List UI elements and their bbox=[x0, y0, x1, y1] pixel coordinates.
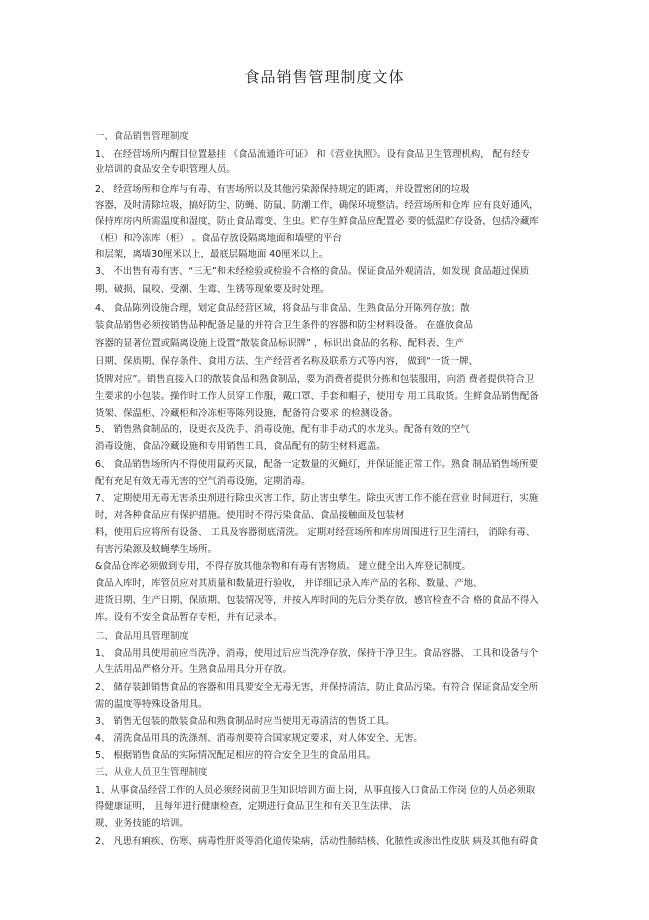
section-heading-3: 三、从业人员卫生管理制度 bbox=[95, 767, 208, 778]
text-line: 2、 储存装卸销售食品的容器和用具要安全无毒无害，并保持清洁，防止食品污染。有符合 保证食品安全所 bbox=[95, 682, 539, 693]
text-line: 食品入库时，库管员应对其质量和数量进行验收， 并详细记录入库产品的名称、数量、产地、 bbox=[95, 578, 483, 589]
text-line: 需的温度等特殊设备用具。 bbox=[95, 699, 208, 710]
text-line: 得健康证明， 且每年进行健康检查，定期进行食品卫生和有关卫生法律、 法 bbox=[95, 801, 411, 812]
text-line: 5、 根据销售食品的实际情况配足相应的符合安全卫生的食品用具。 bbox=[95, 750, 376, 761]
text-line: &食品仓库必须做到专用，不得存放其他杂物和有毒有害物质。 建立健全出入库登记制度。 bbox=[95, 561, 471, 572]
text-line: 人生活用品严格分开。生熟食品用具分开存放。 bbox=[95, 664, 292, 675]
text-line: 库。设有不安全食品暂存专柜，并有记录本。 bbox=[95, 612, 283, 623]
text-line: 2、 经营场所和仓库与有毒、有害场所以及其他污染源保持规定的距离，并设置密闭的垃圾 bbox=[95, 184, 470, 195]
text-line: （柜）和冷冻库（柜） 。食品存放设隔离地面和墙壁的平台 bbox=[95, 233, 342, 244]
text-line: 3、 销售无包装的散装食品和熟食制品时应当使用无毒清洁的售货工具。 bbox=[95, 716, 395, 727]
text-line: 配有充足有效无毒无害的空气消毒设施，定期消毒。 bbox=[95, 476, 311, 487]
text-line: 有害污染源及蚊蝇孳生场所。 bbox=[95, 544, 217, 555]
text-line: 6、 食品销售场所内不得使用鼠药灭鼠，配备一定数量的灭蝇灯，并保证能正常工作。熟食 制品销售场所要 bbox=[95, 459, 539, 470]
text-line: 货牌对应”。销售直接入口的散装食品和熟食制品，要为消费者提供分拣和包装服用，向消 费者提供符合卫 bbox=[95, 374, 535, 385]
text-line: 容器，及时清除垃圾，搞好防尘、防蝇、防鼠、防潮工作，确保环境整洁。经营场所和仓库 应有良好通风， bbox=[95, 200, 539, 211]
text-line: 业培训的食品安全专职管理人员。 bbox=[95, 164, 236, 175]
text-line: 1、从事食品经营工作的人员必须经岗前卫生知识培训方面上岗，从事直接入口食品工作岗 位的人员必须取 bbox=[95, 785, 536, 796]
text-line: 进货日期、生产日期、保质期、包装情况等，并按入库时间的先后分类存放，感官检查不合 格的食品不得入 bbox=[95, 595, 539, 606]
text-line: 生要求的小包装。操作时工作人员穿工作服，戴口罩、手套和帽子，使用专 用工具取货。生鲜食品销售配备 bbox=[95, 391, 539, 402]
text-line: 货架、保温柜、冷藏柜和冷冻柜等陈列设施，配备符合要求 的检测设备。 bbox=[95, 408, 398, 419]
text-line: 装食品销售必须按销售品种配备足量的并符合卫生条件的容器和防尘材料设备。 在盛放食品 bbox=[95, 320, 473, 331]
text-line: 1、 食品用具使用前应当洗净、消毒，使用过后应当洗净存放，保持干净卫生。食品容器、 工具和设备与个 bbox=[95, 648, 539, 659]
text-line: 4、 清洗食品用具的洗涤剂、消毒剂要符合国家规定要求，对人体安全、无害。 bbox=[95, 733, 423, 744]
text-line: 和层架，离墙30厘米以上，最底层隔地面 40厘米以上。 bbox=[95, 249, 329, 260]
section-heading-2: 二、食品用具管理制度 bbox=[95, 631, 189, 642]
text-line: 7、 定期使用无毒无害杀虫剂进行除虫灭害工作，防止害虫孳生。除虫灭害工作不能在营业 时间进行，实施 bbox=[95, 493, 539, 504]
text-line: 日期、保质期、保存条件、食用方法、生产经营者名称及联系方式等内容， 做到“一货一牌、 bbox=[95, 356, 478, 367]
text-line: 时，对各种食品应有保护措施。使用时不得污染食品、食品接触面及包装材 bbox=[95, 510, 405, 521]
text-line: 料，使用后应将所有设备、 工具及容器彻底清洗。 定期对经营场所和库房周围进行卫生清扫， 消除有毒、 bbox=[95, 527, 536, 538]
text-line: 保持库房内所需温度和湿度，防止食品霉变、生虫。贮存生鲜食品应配置必 要的低温贮存设备，包括冷藏库 bbox=[95, 216, 539, 227]
text-line: 5、 销售熟食制品的，设更衣及洗手、消毒设施，配有非手动式的水龙头。配备有效的空气 bbox=[95, 424, 470, 435]
text-line: 规、业务技能的培训。 bbox=[95, 818, 189, 829]
text-line: 3、 不出售有毒有害、“三无”和未经检验或检验不合格的食品。保证食品外观清洁，如发现 食品超过保质 bbox=[95, 266, 530, 277]
text-line: 2、 凡患有痢疾、伤寒、病毒性肝炎等消化道传染病，活动性肺结核、化脓性或渗出性皮肤 病及其他有碍食 bbox=[95, 836, 539, 847]
text-line: 期、破损、鼠咬、受潮、生霉、生锈等现象要及时处理。 bbox=[95, 284, 330, 295]
section-heading-1: 一、食品销售管理制度 bbox=[95, 131, 189, 142]
text-line: 1、 在经营场所内醒目位置悬挂 《食品流通许可证》 和《营业执照》。设有食品卫生管理机构， 配有经专 bbox=[95, 149, 531, 160]
text-line: 4、 食品陈列设施合理，划定食品经营区域，将食品与非食品、生熟食品分开陈列存放；散 bbox=[95, 303, 470, 314]
text-line: 消毒设施、食品冷藏设施和专用销售工具，食品配有的防尘材料遮盖。 bbox=[95, 441, 386, 452]
document-title: 食品销售管理制度文体 bbox=[244, 68, 405, 86]
text-line: 容器的显著位置或隔离设施上设置“散装食品标识牌” ，标识出食品的名称、配料表、生产 bbox=[95, 338, 464, 349]
